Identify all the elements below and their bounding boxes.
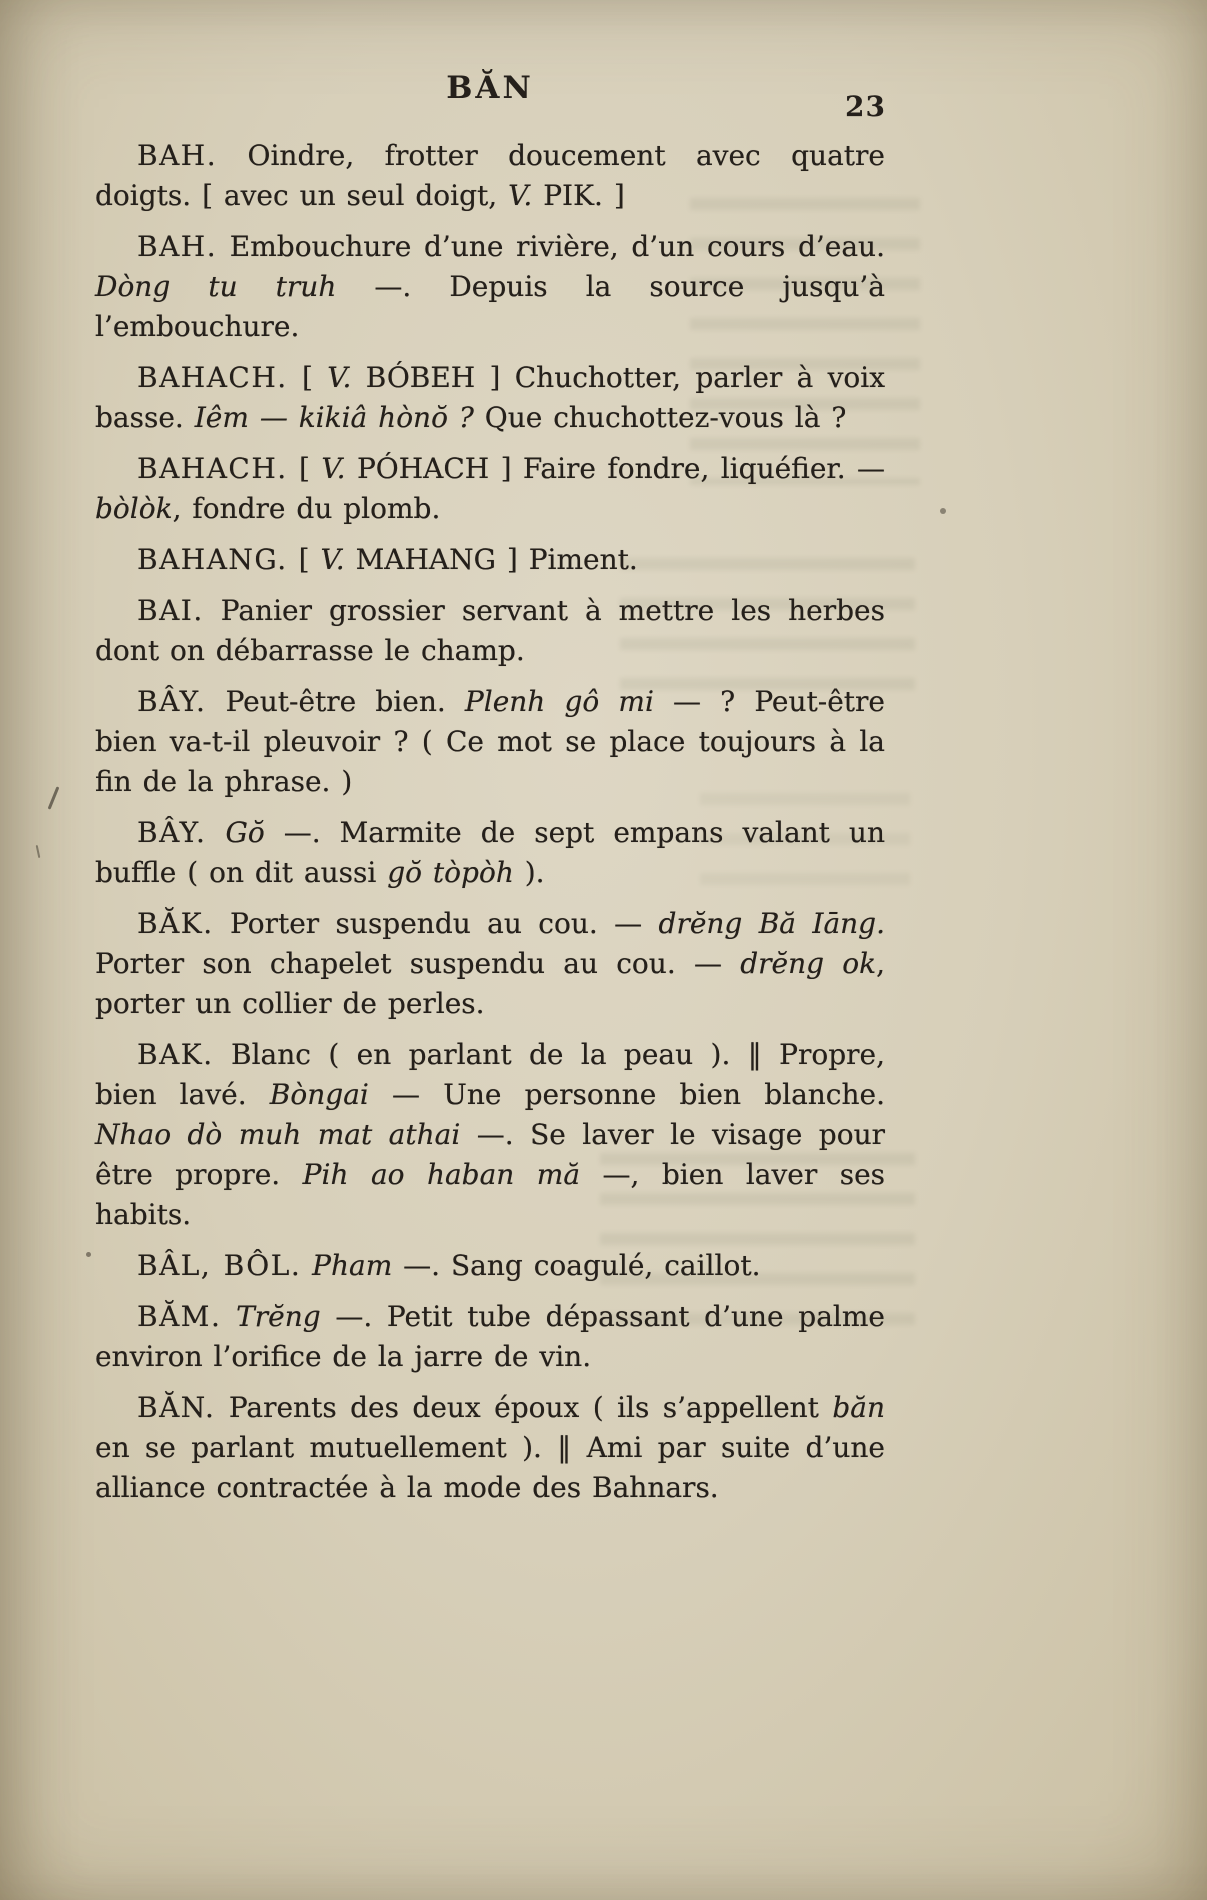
- entry-headword: BAH.: [137, 230, 218, 263]
- entry-vernacular-text: gŏ tòpòh: [387, 856, 514, 889]
- dictionary-entry: [95, 1297, 885, 1377]
- entry-vernacular-text: băn: [832, 1391, 885, 1424]
- entry-headword: BAH.: [137, 139, 218, 172]
- entry-vernacular-text: Pham: [312, 1249, 393, 1282]
- entry-definition-text: —, bien laver ses habits.: [95, 1158, 886, 1231]
- dictionary-entry: [95, 682, 885, 802]
- entry-definition-text: Que chuchottez-vous là ?: [473, 401, 847, 434]
- entry-definition-text: , fondre du plomb.: [172, 492, 441, 525]
- entry-definition-text: Embouchure d’une rivière, d’un cours d’eau.: [217, 230, 885, 263]
- entry-vernacular-text: drĕng Bă Iāng.: [658, 907, 885, 940]
- entry-definition-text: Blanc ( en parlant de la peau ). ‖ Propre, bien lavé.: [95, 1038, 885, 1111]
- dictionary-entry: [95, 227, 885, 347]
- entry-vernacular-text: Nhao dò muh mat athai: [95, 1118, 461, 1151]
- entry-definition-text: [206, 816, 225, 849]
- entry-headword: BÂL, BÔL.: [137, 1249, 302, 1282]
- dictionary-entry: [95, 1388, 885, 1508]
- entry-vernacular-text: V.: [327, 361, 352, 394]
- dictionary-entry: [95, 449, 885, 529]
- entry-headword: BĂN.: [137, 1391, 216, 1424]
- entry-definition-text: Oindre, frotter doucement avec quatre doigts. [ avec un seul doigt,: [95, 139, 885, 212]
- dictionary-entry: [95, 1246, 885, 1286]
- entry-definition-text: — ? Peut-être bien va-t-il pleuvoir ? ( Ce mot se place toujours à la fin de la phrase. ): [95, 685, 885, 798]
- entry-definition-text: —. Sang coagulé, caillot.: [392, 1249, 761, 1282]
- entry-vernacular-text: Gŏ: [225, 816, 265, 849]
- dictionary-entry: [95, 813, 885, 893]
- entry-definition-text: [: [287, 361, 328, 394]
- entry-headword: BĂM.: [137, 1300, 222, 1333]
- entry-headword: BĂK.: [137, 907, 214, 940]
- dictionary-entry: [95, 1035, 885, 1235]
- dictionary-entry: [95, 358, 885, 438]
- entry-vernacular-text: V.: [320, 543, 345, 576]
- entry-definition-text: en se parlant mutuellement ). ‖ Ami par suite d’une alliance contractée à la mode des Bahnars.: [95, 1431, 885, 1504]
- entry-vernacular-text: drĕng ok: [740, 947, 877, 980]
- entry-headword: BÂY.: [137, 816, 207, 849]
- entry-definition-text: PÓHACH ] Faire fondre, liquéfier. —: [345, 452, 885, 485]
- dictionary-entry: [95, 136, 885, 216]
- dictionary-entry: [95, 591, 885, 671]
- entry-definition-text: [: [287, 543, 321, 576]
- entry-vernacular-text: Plenh gô mi: [464, 685, 654, 718]
- entry-definition-text: , porter un collier de perles.: [95, 947, 886, 1020]
- entry-definition-text: [301, 1249, 312, 1282]
- entry-definition-text: [221, 1300, 236, 1333]
- entry-definition-text: — Une personne bien blanche.: [368, 1078, 885, 1111]
- page-number: 23: [845, 90, 886, 123]
- entry-vernacular-text: Pih ao haban mă: [302, 1158, 581, 1191]
- entry-headword: BAK.: [137, 1038, 214, 1071]
- margin-tick-mark: [36, 845, 41, 858]
- running-head: BĂN: [446, 70, 534, 106]
- entry-definition-text: BÓBEH ] Chuchotter, parler à voix basse.: [95, 361, 885, 434]
- entry-definition-text: Panier grossier servant à mettre les herbes dont on débarrasse le champ.: [95, 594, 885, 667]
- entry-headword: BAHACH.: [137, 452, 288, 485]
- entry-definition-text: —. Petit tube dépassant d’une palme environ l’orifice de la jarre de vin.: [95, 1300, 885, 1373]
- entry-definition-text: MAHANG ] Piment.: [344, 543, 638, 576]
- dictionary-entry: [95, 904, 885, 1024]
- entry-vernacular-text: Bòngai: [269, 1078, 369, 1111]
- entry-headword: BÂY.: [137, 685, 207, 718]
- dictionary-entries: [95, 136, 885, 1519]
- entry-vernacular-text: bòlòk: [95, 492, 173, 525]
- entry-headword: BAI.: [137, 594, 204, 627]
- entry-definition-text: Peut-être bien.: [206, 685, 465, 718]
- entry-headword: BAHANG.: [137, 543, 288, 576]
- margin-slash-mark: [48, 786, 60, 809]
- entry-vernacular-text: Trĕng: [236, 1300, 321, 1333]
- entry-definition-text: [: [287, 452, 322, 485]
- entry-definition-text: Parents des deux époux ( ils s’appellent: [215, 1391, 833, 1424]
- entry-definition-text: Porter suspendu au cou. —: [213, 907, 659, 940]
- dictionary-entry: [95, 540, 885, 580]
- entry-definition-text: Porter son chapelet suspendu au cou. —: [95, 947, 741, 980]
- entry-definition-text: —. Marmite de sept empans valant un buffle ( on dit aussi: [95, 816, 885, 889]
- entry-definition-text: ).: [513, 856, 545, 889]
- entry-vernacular-text: Dòng tu truh: [95, 270, 337, 303]
- entry-vernacular-text: Iêm — kikiâ hònŏ ?: [194, 401, 474, 434]
- entry-definition-text: PIK. ]: [532, 179, 625, 212]
- entry-headword: BAHACH.: [137, 361, 288, 394]
- entry-definition-text: —. Depuis la source jusqu’à l’embouchure.: [95, 270, 885, 343]
- entry-vernacular-text: V.: [508, 179, 533, 212]
- entry-vernacular-text: V.: [321, 452, 346, 485]
- stray-ink-dot: [86, 1252, 91, 1257]
- stray-ink-dot: [940, 508, 946, 514]
- entry-definition-text: —. Se laver le visage pour être propre.: [95, 1118, 885, 1191]
